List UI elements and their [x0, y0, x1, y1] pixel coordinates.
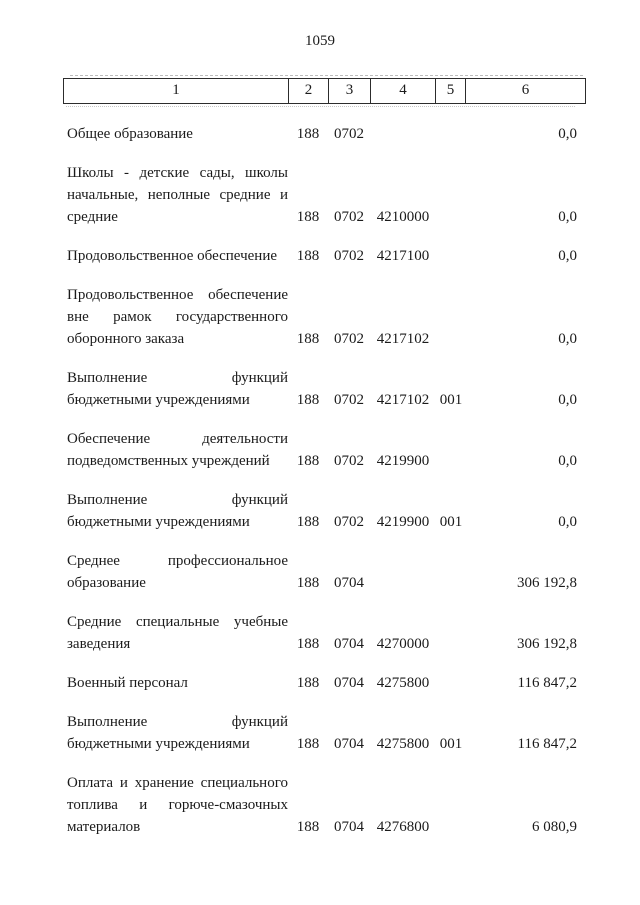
- name-line: начальные, неполные средние и: [67, 187, 288, 203]
- name-line: бюджетными учреждениями: [67, 392, 250, 408]
- cell-amount: 0,0: [558, 453, 577, 469]
- row-name-cell: [67, 772, 288, 838]
- table-row: [67, 245, 640, 267]
- cell-col2: 188: [296, 248, 320, 264]
- row-name-cell: [67, 284, 288, 350]
- name-line: Среднее профессиональное: [67, 553, 288, 569]
- name-line: Военный персонал: [67, 675, 188, 691]
- cell-col3: 0702: [334, 453, 364, 469]
- cell-col2: 188: [296, 453, 320, 469]
- cell-col3: 0704: [334, 819, 364, 835]
- name-line: Выполнение функций: [67, 714, 288, 730]
- cell-col3: 0702: [334, 392, 364, 408]
- cell-col3: 0702: [334, 331, 364, 347]
- name-line: бюджетными учреждениями: [67, 514, 250, 530]
- cell-amount: 0,0: [558, 514, 577, 530]
- table-row: [67, 489, 640, 533]
- cell-col4: 4270000: [376, 636, 430, 652]
- name-line: Общее образование: [67, 126, 193, 142]
- header-cell-4: 4: [371, 79, 436, 103]
- cell-col3: 0702: [334, 248, 364, 264]
- row-name-cell: [67, 550, 288, 594]
- row-name-cell: [67, 611, 288, 655]
- cell-col2: 188: [296, 636, 320, 652]
- row-name-cell: [67, 367, 288, 411]
- cell-col2: 188: [296, 736, 320, 752]
- cell-col3: 0702: [334, 209, 364, 225]
- name-line: Оплата и хранение специального: [67, 775, 288, 791]
- name-line: вне рамок государственного: [67, 309, 288, 325]
- cell-col5: 001: [439, 736, 463, 752]
- name-line: Продовольственное обеспечение: [67, 248, 277, 264]
- name-line: Выполнение функций: [67, 492, 288, 508]
- cell-col3: 0704: [334, 736, 364, 752]
- name-line: заведения: [67, 636, 131, 652]
- name-line: Средние специальные учебные: [67, 614, 288, 630]
- cell-amount: 0,0: [558, 126, 577, 142]
- cell-amount: 0,0: [558, 209, 577, 225]
- row-name-cell: [67, 489, 288, 533]
- name-line: материалов: [67, 819, 141, 835]
- table-row: [67, 284, 640, 350]
- name-line: топлива и горюче-смазочных: [67, 797, 288, 813]
- row-name-cell: [67, 123, 288, 145]
- table-row: [67, 611, 640, 655]
- cell-col4: 4217102: [376, 331, 430, 347]
- cell-col2: 188: [296, 331, 320, 347]
- name-line: Продовольственное обеспечение: [67, 287, 288, 303]
- table-row: [67, 162, 640, 228]
- name-line: бюджетными учреждениями: [67, 736, 250, 752]
- table-header-row: [63, 78, 586, 104]
- name-line: образование: [67, 575, 146, 591]
- cell-col3: 0704: [334, 575, 364, 591]
- cell-amount: 306 192,8: [517, 575, 577, 591]
- header-cell-6: 6: [521, 82, 530, 98]
- table-row: [67, 428, 640, 472]
- cell-col4: 4219900: [376, 514, 430, 530]
- cell-amount: 0,0: [558, 248, 577, 264]
- cell-col2: 188: [296, 575, 320, 591]
- cell-col4: 4275800: [376, 736, 430, 752]
- cell-amount: 6 080,9: [532, 819, 577, 835]
- row-name-cell: [67, 672, 288, 694]
- cell-amount: 0,0: [558, 392, 577, 408]
- cell-col5: 001: [439, 392, 463, 408]
- page-number: 1059: [305, 33, 335, 49]
- cell-amount: 0,0: [558, 331, 577, 347]
- cell-col2: 188: [296, 675, 320, 691]
- cell-col2: 188: [296, 126, 320, 142]
- cell-amount: 116 847,2: [517, 675, 577, 691]
- name-line: Выполнение функций: [67, 370, 288, 386]
- cell-col2: 188: [296, 514, 320, 530]
- cell-amount: 306 192,8: [517, 636, 577, 652]
- name-line: подведомственных учреждений: [67, 453, 270, 469]
- cell-col2: 188: [296, 209, 320, 225]
- cell-col5: 001: [439, 514, 463, 530]
- table-row: [67, 550, 640, 594]
- cell-col3: 0702: [334, 514, 364, 530]
- row-name-cell: [67, 162, 288, 228]
- header-cell-2: 2: [289, 79, 329, 103]
- cell-col2: 188: [296, 392, 320, 408]
- table-body: [0, 123, 640, 838]
- cell-col4: 4219900: [376, 453, 430, 469]
- cell-col3: 0702: [334, 126, 364, 142]
- header-cell-3: 3: [329, 79, 371, 103]
- header-cell-5: 5: [436, 79, 466, 103]
- name-line: средние: [67, 209, 118, 225]
- cell-col3: 0704: [334, 636, 364, 652]
- cell-amount: 116 847,2: [517, 736, 577, 752]
- name-line: Обеспечение деятельности: [67, 431, 288, 447]
- header-cell-1: 1: [64, 79, 289, 103]
- cell-col4: 4210000: [376, 209, 430, 225]
- row-name-cell: [67, 428, 288, 472]
- name-line: оборонного заказа: [67, 331, 185, 347]
- table-row: [67, 123, 640, 145]
- cell-col2: 188: [296, 819, 320, 835]
- table-row: [67, 772, 640, 838]
- cell-col4: 4217102: [376, 392, 430, 408]
- table-row: [67, 367, 640, 411]
- row-name-cell: [67, 711, 288, 755]
- cell-col4: 4217100: [376, 248, 430, 264]
- table-row: [67, 711, 640, 755]
- cell-col4: 4275800: [376, 675, 430, 691]
- cell-col4: 4276800: [376, 819, 430, 835]
- table-row: [67, 672, 640, 694]
- name-line: Школы - детские сады, школы: [67, 165, 288, 181]
- row-name-cell: [67, 245, 288, 267]
- cell-col3: 0704: [334, 675, 364, 691]
